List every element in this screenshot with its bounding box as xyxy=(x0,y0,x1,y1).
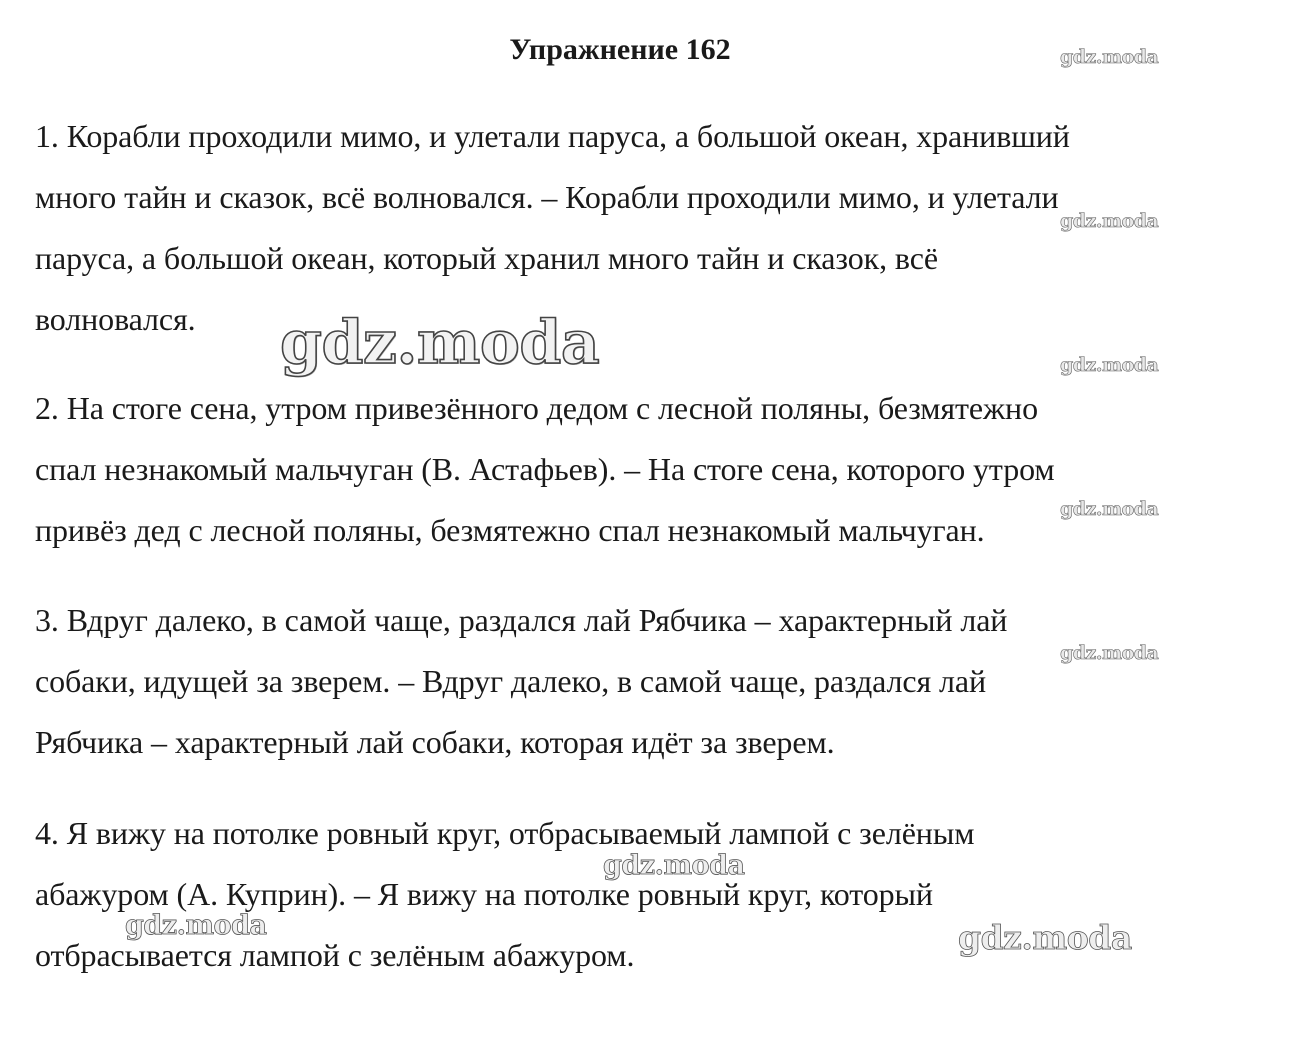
text-line: 1. Корабли проходили мимо, и улетали паруса, а большой океан, хранивший xyxy=(35,118,1070,154)
text-line: волновался. xyxy=(35,301,196,337)
text-line: абажуром (А. Куприн). – Я вижу на потолке ровный круг, который xyxy=(35,876,933,912)
page-title: Упражнение 162 xyxy=(509,33,731,66)
watermark-logo: gdz.moda xyxy=(1060,498,1159,520)
watermark-logo: gdz.moda xyxy=(958,918,1132,957)
paragraph-3 xyxy=(35,590,1235,773)
watermark-logo: gdz.moda xyxy=(280,308,600,378)
text-line: много тайн и сказок, всё волновался. – Корабли проходили мимо, и улетали xyxy=(35,179,1059,215)
watermark-logo: gdz.moda xyxy=(1060,354,1159,376)
text-line: спал незнакомый мальчуган (В. Астафьев). – На стоге сена, которого утром xyxy=(35,451,1055,487)
text-line: Рябчика – характерный лай собаки, которая идёт за зверем. xyxy=(35,724,835,760)
text-line: 4. Я вижу на потолке ровный круг, отбрасываемый лампой с зелёным xyxy=(35,815,975,851)
watermark-logo: gdz.moda xyxy=(603,850,745,881)
text-line: 3. Вдруг далеко, в самой чаще, раздался лай Рябчика – характерный лай xyxy=(35,602,1008,638)
text-line: привёз дед с лесной поляны, безмятежно спал незнакомый мальчуган. xyxy=(35,512,985,548)
text-line: 2. На стоге сена, утром привезённого дедом с лесной поляны, безмятежно xyxy=(35,390,1038,426)
text-line: отбрасывается лампой с зелёным абажуром. xyxy=(35,937,635,973)
watermark-logo: gdz.moda xyxy=(1060,210,1159,232)
watermark-logo: gdz.moda xyxy=(1060,46,1159,68)
paragraph-2 xyxy=(35,378,1235,561)
paragraph-1 xyxy=(35,106,1235,350)
text-line: собаки, идущей за зверем. – Вдруг далеко, в самой чаще, раздался лай xyxy=(35,663,987,699)
paragraph-4 xyxy=(35,803,1235,986)
watermark-logo: gdz.moda xyxy=(1060,642,1159,664)
watermark-logo: gdz.moda xyxy=(125,910,267,941)
text-line: паруса, а большой океан, который хранил много тайн и сказок, всё xyxy=(35,240,938,276)
